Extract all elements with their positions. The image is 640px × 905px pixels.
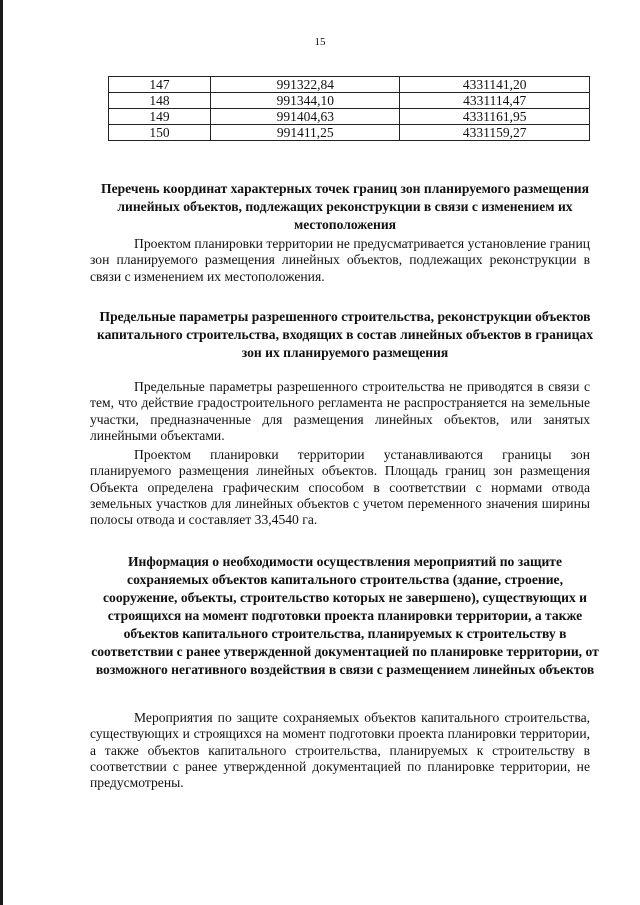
x-coordinate-cell: 991404,63 [211,109,400,125]
paragraph-text: Предельные параметры разрешенного строительства не приводятся в связи с тем, что действие градостроительного регламента не распространяется на земельные участки, предназначенные для размещения линейных объектов, или занятых линейными объектами. [90,379,590,443]
table-row [109,125,590,141]
point-number-cell: 148 [109,93,211,109]
y-coordinate-cell: 4331159,27 [400,125,590,141]
x-coordinate-cell: 991411,25 [211,125,400,141]
page-number: 15 [314,36,326,48]
page-edge-rule [0,0,3,905]
paragraph-text: Проектом планировки территории устанавливаются границы зон планируемого размещения линейных объектов. Площадь границ зон размещения Объекта определена графическим способом в соответствии с нормами отвода земельных участков для линейных объектов с учетом переменного значения ширины полосы отвода и составляет 33,4540 га. [90,447,590,528]
paragraph-limit-parameters [90,379,590,444]
coordinates-table [108,76,590,141]
paragraph-no-reconstruction-boundaries [90,236,590,285]
x-coordinate-cell: 991344,10 [211,93,400,109]
y-coordinate-cell: 4331114,47 [400,93,590,109]
table-row [109,93,590,109]
section-heading-coordinates: Перечень координат характерных точек границ зон планируемого размещения линейных объектов, подлежащих реконструкции в связи с изменением их местоположения [101,181,589,232]
point-number-cell: 149 [109,109,211,125]
section-heading-limit-parameters: Предельные параметры разрешенного строительства, реконструкции объектов капитального строительства, входящих в состав линейных объектов в границах зон их планируемого размещения [96,309,594,360]
paragraph-zone-area [90,447,590,528]
y-coordinate-cell: 4331141,20 [400,77,590,93]
x-coordinate-cell: 991322,84 [211,77,400,93]
paragraph-text: Мероприятия по защите сохраняемых объектов капитального строительства, существующих и строящихся на момент подготовки проекта планировки территории, а также объектов капитального строительства, планируемых к строительству в соответствии с ранее утвержденной документацией по планировке территории, не предусмотрены. [90,710,590,791]
point-number-cell: 147 [109,77,211,93]
table-row [109,109,590,125]
paragraph-text: Проектом планировки территории не предусматривается установление границ зон планируемого размещения линейных объектов, подлежащих реконструкции в связи с изменением их местоположения. [90,236,590,284]
section-heading-protection-measures: Информация о необходимости осуществления мероприятий по защите сохраняемых объектов капитального строительства (здание, строение, сооружение, объекты, строительство которых не завершено), существующих и строящихся на момент подготовки проекта планировки территории, а также объектов капитального строительства, планируемых к строительству в соответствии с ранее утвержденной документацией по планировке территории, от возможного негативного воздействия в связи с размещением линейных объектов [91,554,599,677]
table-row [109,77,590,93]
paragraph-protection-measures [90,710,590,791]
y-coordinate-cell: 4331161,95 [400,109,590,125]
point-number-cell: 150 [109,125,211,141]
